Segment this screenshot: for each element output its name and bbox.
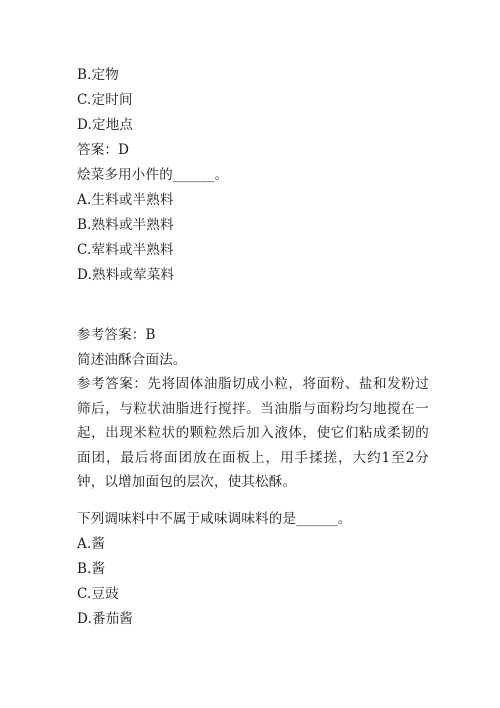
option-c: C.荤料或半熟料 [77,242,174,258]
option-b: B.熟料或半熟料 [77,217,174,233]
answer-line: 答案：D [77,142,130,158]
option-a: A.酱 [77,536,106,552]
question-text: 简述油酥合面法。 [77,352,187,368]
option-d: D.定地点 [77,117,134,133]
question-text: 烩菜多用小件的______。 [77,167,229,183]
option-d: D.熟料或荤菜料 [77,267,175,283]
option-d: D.番茄酱 [77,611,134,627]
option-b: B.酱 [77,561,106,577]
question-text: 下列调味料中不属于咸味调味料的是______。 [77,511,352,527]
answer-line: 参考答案：B [77,327,156,343]
option-b: B.定物 [77,67,120,83]
option-a: A.生料或半熟料 [77,192,174,208]
option-c: C.豆豉 [77,586,119,602]
answer-paragraph: 参考答案：先将固体油脂切成小粒，将面粉、盐和发粉过筛后，与粒状油脂进行搅拌。当油脂与面粉均匀地搅在一起，出现米粒状的颗粒然后加入液体，使它们粘成柔韧的面团，最后将面团放在面板上，用手揉搓，大约1至2分钟，以增加面包的层次，使其松酥。 [77,376,429,491]
option-c: C.定时间 [77,92,133,108]
